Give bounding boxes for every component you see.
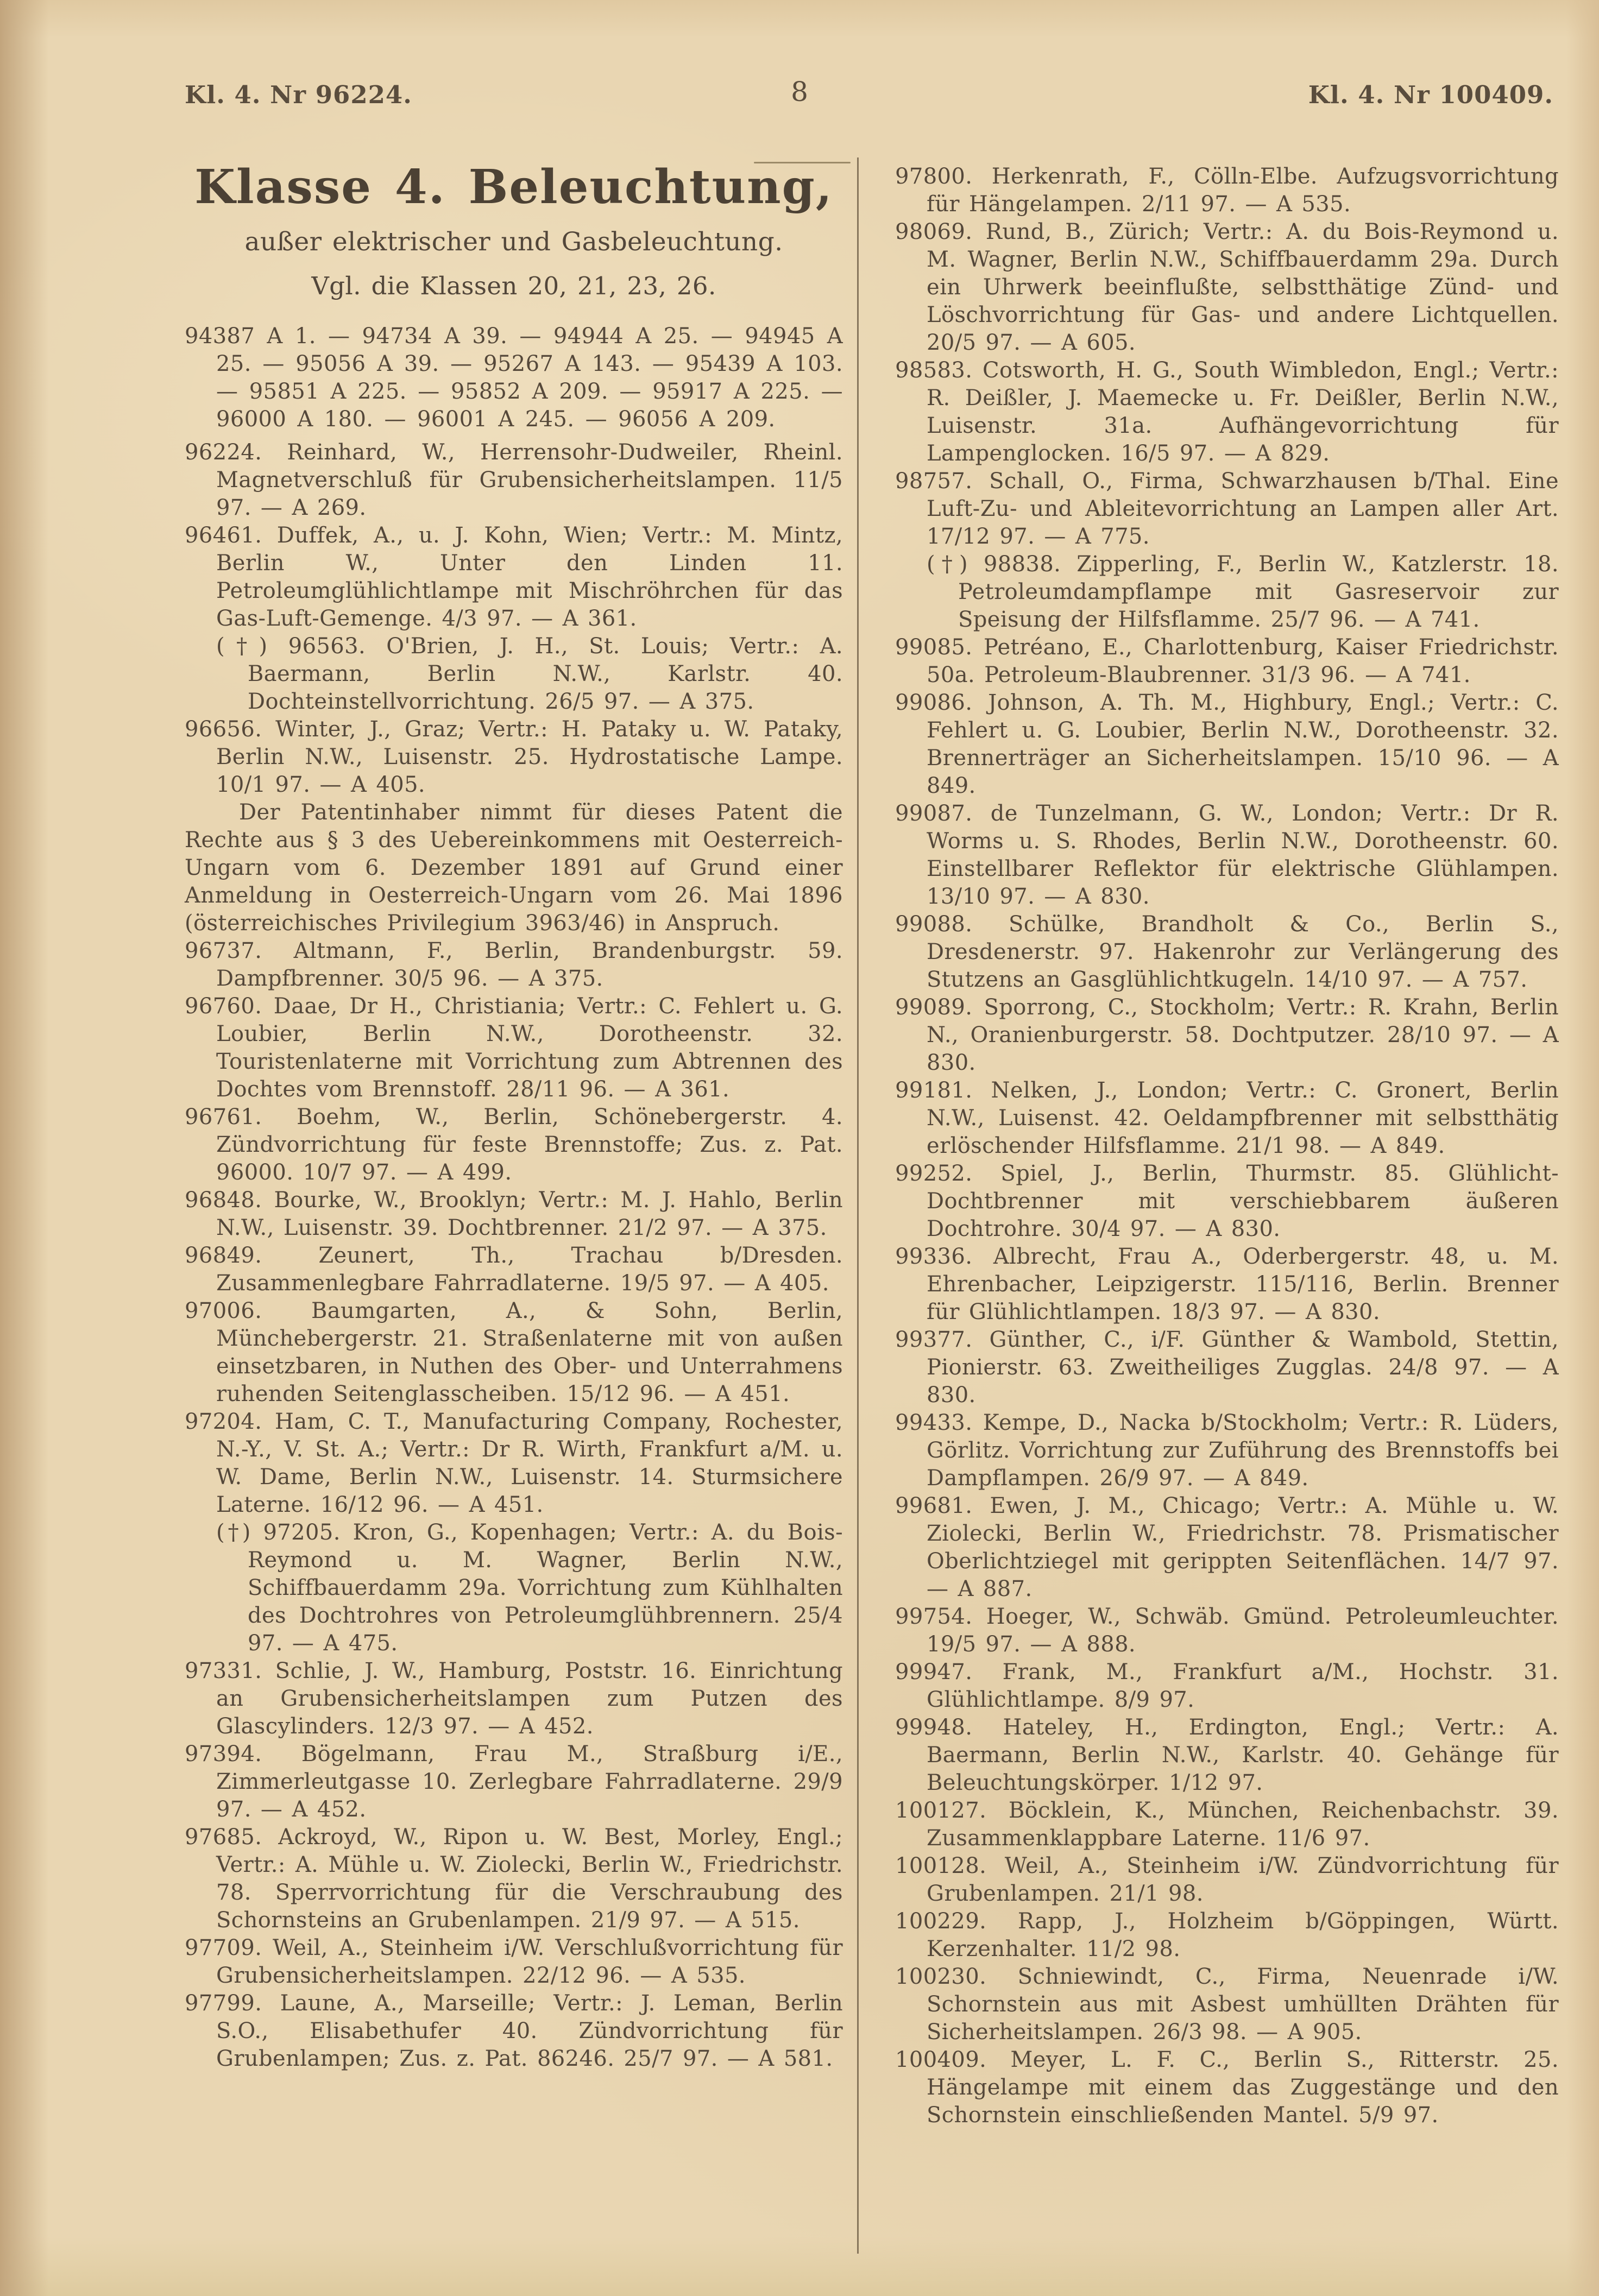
patent-entry: 97800. Herkenrath, F., Cölln-Elbe. Aufzugsvorrichtung für Hängelampen. 2/11 97. — A 535. [895, 164, 1559, 217]
patent-entry: 99085. Petréano, E., Charlottenburg, Kaiser Friedrichstr. 50a. Petroleum-Blaubrenner. 31/3 96. — A 741. [895, 635, 1559, 687]
patent-entry: 98069. Rund, B., Zürich; Vertr.: A. du Bois-Reymond u. M. Wagner, Berlin N.W., Schiffbauerdamm 29a. Durch ein Uhrwerk beeinflußte, selbstthätige Zünd- und Löschvorrichtung für Gas- und andere Lichtquellen. 20/5 97. — A 605. [895, 219, 1559, 355]
patent-entry: 99377. Günther, C., i/F. Günther & Wambold, Stettin, Pionierstr. 63. Zweitheiliges Zugglas. 24/8 97. — A 830. [895, 1327, 1559, 1408]
patent-entry: 99086. Johnson, A. Th. M., Highbury, Engl.; Vertr.: C. Fehlert u. G. Loubier, Berlin N.W., Dorotheenstr. 32. Brennerträger an Sicherheitslampen. 15/10 96. — A 849. [895, 690, 1559, 798]
patent-entry: 97709. Weil, A., Steinheim i/W. Verschlußvorrichtung für Grubensicherheitslampen. 22/12 96. — A 535. [185, 1935, 843, 1988]
patent-entry: 100127. Böcklein, K., München, Reichenbachstr. 39. Zusammenklappbare Laterne. 11/6 97. [895, 1798, 1559, 1851]
patent-entry: (†) 96563. O'Brien, J. H., St. Louis; Vertr.: A. Baermann, Berlin N.W., Karlstr. 40. Dochteinstellvorrichtung. 26/5 97. — A 375. [216, 633, 843, 714]
right-entries-list [895, 163, 1559, 2129]
patent-entry: 96656. Winter, J., Graz; Vertr.: H. Pataky u. W. Pataky, Berlin N.W., Luisenstr. 25. Hydrostatische Lampe. 10/1 97. — A 405. [185, 716, 843, 797]
patent-entry: 99181. Nelken, J., London; Vertr.: C. Gronert, Berlin N.W., Luisenst. 42. Oeldampfbrenner mit selbstthätig erlöschender Hilfsflamme. 21/1 98. — A 849. [895, 1078, 1559, 1158]
patent-entry: 98583. Cotsworth, H. G., South Wimbledon, Engl.; Vertr.: R. Deißler, J. Maemecke u. Fr. Deißler, Berlin N.W., Luisenstr. 31a. Aufhängevorrichtung für Lampenglocken. 16/5 97. — A 829. [895, 358, 1559, 466]
patent-entry: (†) 98838. Zipperling, F., Berlin W., Katzlerstr. 18. Petroleumdampflampe mit Gasreservoir zur Speisung der Hilfsflamme. 25/7 96. — A 741. [927, 552, 1559, 632]
left-entries-list [185, 439, 843, 2073]
patent-entry: 99681. Ewen, J. M., Chicago; Vertr.: A. Mühle u. W. Ziolecki, Berlin W., Friedrichstr. 78. Prismatischer Oberlichtziegel mit gerippten Seitenflächen. 14/7 97. — A 887. [895, 1493, 1559, 1601]
patent-entry: 96461. Duffek, A., u. J. Kohn, Wien; Vertr.: M. Mintz, Berlin W., Unter den Linden 11. Petroleumglühlichtlampe mit Mischröhrchen für das Gas-Luft-Gemenge. 4/3 97. — A 361. [185, 522, 843, 631]
patent-entry: Der Patentinhaber nimmt für dieses Patent die Rechte aus § 3 des Uebereinkommens mit Oesterreich-Ungarn vom 6. Dezember 1891 auf Grund einer Anmeldung in Oesterreich-Ungarn vom 26. Mai 1896 (österreichisches Privilegium 3963/46) in Anspruch. [185, 799, 843, 936]
class-title: Klasse 4. Beleuchtung, [194, 160, 833, 215]
patent-entry: 96761. Boehm, W., Berlin, Schönebergerstr. 4. Zündvorrichtung für feste Brennstoffe; Zus. z. Pat. 96000. 10/7 97. — A 499. [185, 1104, 843, 1185]
running-head-right: Kl. 4. Nr 100409. [1308, 80, 1553, 109]
patent-entry: 96760. Daae, Dr H., Christiania; Vertr.: C. Fehlert u. G. Loubier, Berlin N.W., Dorotheenstr. 32. Touristenlaterne mit Vorrichtung zum Abtrennen des Dochtes vom Brennstoff. 28/11 96. — A 361. [185, 993, 843, 1102]
patent-entry: 99947. Frank, M., Frankfurt a/M., Hochstr. 31. Glühlichtlampe. 8/9 97. [895, 1660, 1559, 1712]
patent-entry: 97799. Laune, A., Marseille; Vertr.: J. Leman, Berlin S.O., Elisabethufer 40. Zündvorrichtung für Grubenlampen; Zus. z. Pat. 86246. 25/7 97. — A 581. [185, 1990, 843, 2071]
patent-entry: 99433. Kempe, D., Nacka b/Stockholm; Vertr.: R. Lüders, Görlitz. Vorrichtung zur Zuführung des Brennstoffs bei Dampflampen. 26/9 97. — A 849. [895, 1410, 1559, 1491]
patent-entry: 100230. Schniewindt, C., Firma, Neuenrade i/W. Schornstein aus mit Asbest umhüllten Drähten für Sicherheitslampen. 26/3 98. — A 905. [895, 1964, 1559, 2045]
left-column [185, 160, 843, 2073]
patent-entry: 96848. Bourke, W., Brooklyn; Vertr.: M. J. Hahlo, Berlin N.W., Luisenstr. 39. Dochtbrenner. 21/2 97. — A 375. [185, 1187, 843, 1240]
patent-entry: (†) 97205. Kron, G., Kopenhagen; Vertr.: A. du Bois-Reymond u. M. Wagner, Berlin N.W., Schiffbauerdamm 29a. Vorrichtung zum Kühlhalten des Dochtrohres von Petroleumglühbrennern. 25/4 97. — A 475. [216, 1519, 843, 1656]
patent-entry: 100409. Meyer, L. F. C., Berlin S., Ritterstr. 25. Hängelampe mit einem das Zuggestänge und den Schornstein einschließenden Mantel. 5/9 97. [895, 2047, 1559, 2128]
patent-entry: 97331. Schlie, J. W., Hamburg, Poststr. 16. Einrichtung an Grubensicherheitslampen zum Putzen des Glascylinders. 12/3 97. — A 452. [185, 1658, 843, 1739]
patent-entry: 96224. Reinhard, W., Herrensohr-Dudweiler, Rheinl. Magnetverschluß für Grubensicherheitslampen. 11/5 97. — A 269. [185, 439, 843, 520]
right-column [895, 163, 1559, 2129]
class-subtitle: außer elektrischer und Gasbeleuchtung. [244, 227, 783, 257]
patent-entry: 99336. Albrecht, Frau A., Oderbergerstr. 48, u. M. Ehrenbacher, Leipzigerstr. 115/116, Berlin. Brenner für Glühlichtlampen. 18/3 97. — A 830. [895, 1244, 1559, 1324]
patent-entry: 98757. Schall, O., Firma, Schwarzhausen b/Thal. Eine Luft-Zu- und Ableitevorrichtung an Lampen aller Art. 17/12 97. — A 775. [895, 469, 1559, 549]
page-number: 8 [791, 76, 808, 108]
running-head-left: Kl. 4. Nr 96224. [185, 80, 412, 109]
patent-entry: 99087. de Tunzelmann, G. W., London; Vertr.: Dr R. Worms u. S. Rhodes, Berlin N.W., Dorotheenstr. 60. Einstellbarer Reflektor für elektrische Glühlampen. 13/10 97. — A 830. [895, 801, 1559, 909]
patent-entry: 97006. Baumgarten, A., & Sohn, Berlin, Münchebergerstr. 21. Straßenlaterne mit von außen einsetzbaren, in Nuthen des Ober- und Unterrahmens ruhenden Seitenglasscheiben. 15/12 96. — A 451. [185, 1298, 843, 1406]
patent-entry: 99252. Spiel, J., Berlin, Thurmstr. 85. Glühlicht-Dochtbrenner mit verschiebbarem äußeren Dochtrohre. 30/4 97. — A 830. [895, 1161, 1559, 1241]
patent-entry: 97685. Ackroyd, W., Ripon u. W. Best, Morley, Engl.; Vertr.: A. Mühle u. W. Ziolecki, Berlin W., Friedrichstr. 78. Sperrvorrichtung für die Verschraubung des Schornsteins an Grubenlampen. 21/9 97. — A 515. [185, 1824, 843, 1933]
patent-entry: 96737. Altmann, F., Berlin, Brandenburgstr. 59. Dampfbrenner. 30/5 96. — A 375. [185, 938, 843, 991]
patent-entry: 99088. Schülke, Brandholt & Co., Berlin S., Dresdenerstr. 97. Hakenrohr zur Verlängerung des Stutzens an Gasglühlichtkugeln. 14/10 97. — A 757. [895, 912, 1559, 992]
patent-entry: 96849. Zeunert, Th., Trachau b/Dresden. Zusammenlegbare Fahrradlaterne. 19/5 97. — A 405. [185, 1242, 843, 1296]
see-also-note: Vgl. die Klassen 20, 21, 23, 26. [311, 272, 716, 301]
patent-entry: 100229. Rapp, J., Holzheim b/Göppingen, Württ. Kerzenhalter. 11/2 98. [895, 1909, 1559, 1961]
column-divider [857, 157, 859, 2254]
patent-entry: 97394. Bögelmann, Frau M., Straßburg i/E., Zimmerleutgasse 10. Zerlegbare Fahrradlaterne. 29/9 97. — A 452. [185, 1741, 843, 1822]
patent-entry: 99948. Hateley, H., Erdington, Engl.; Vertr.: A. Baermann, Berlin N.W., Karlstr. 40. Gehänge für Beleuchtungskörper. 1/12 97. [895, 1715, 1559, 1795]
patent-entry: 99089. Sporrong, C., Stockholm; Vertr.: R. Krahn, Berlin N., Oranienburgerstr. 58. Dochtputzer. 28/10 97. — A 830. [895, 995, 1559, 1075]
patent-entry: 100128. Weil, A., Steinheim i/W. Zündvorrichtung für Grubenlampen. 21/1 98. [895, 1853, 1559, 1906]
patent-entry: 99754. Hoeger, W., Schwäb. Gmünd. Petroleumleuchter. 19/5 97. — A 888. [895, 1604, 1559, 1657]
cross-reference-numbers: 94387 A 1. — 94734 A 39. — 94944 A 25. — 94945 A 25. — 95056 A 39. — 95267 A 143. — 95439 A 103. — 95851 A 225. — 95852 A 209. — 95917 A 225. — 96000 A 180. — 96001 A 245. — 96056 A 209. [185, 323, 843, 432]
patent-entry: 97204. Ham, C. T., Manufacturing Company, Rochester, N.-Y., V. St. A.; Vertr.: Dr R. Wirth, Frankfurt a/M. u. W. Dame, Berlin N.W., Luisenstr. 14. Sturmsichere Laterne. 16/12 96. — A 451. [185, 1409, 843, 1517]
